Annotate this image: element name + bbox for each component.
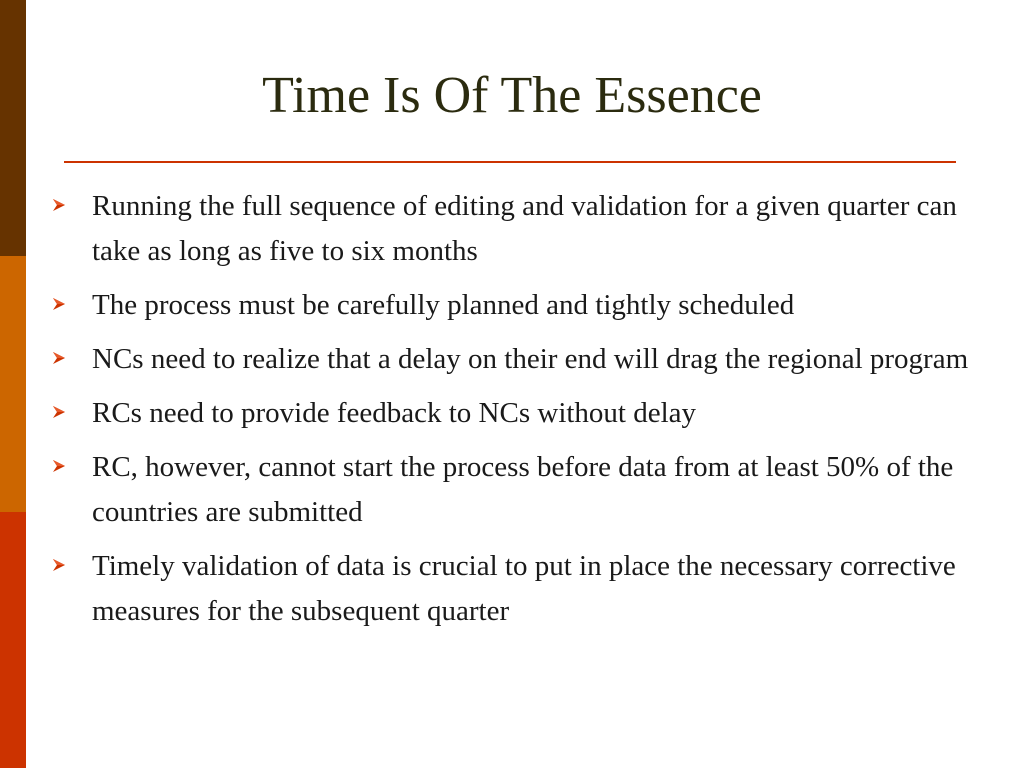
sidebar-accent-bottom — [0, 512, 26, 768]
red-arrow-bullet-icon — [52, 297, 66, 311]
bullet-text: RC, however, cannot start the process before data from at least 50% of the countries are submitted — [92, 451, 954, 528]
red-arrow-bullet-icon — [52, 558, 66, 572]
list-item — [52, 337, 1002, 382]
sidebar-accent-top — [0, 0, 26, 256]
bullet-text: NCs need to realize that a delay on their end will drag the regional program — [92, 343, 969, 375]
list-item — [52, 184, 1002, 274]
list-item — [52, 544, 1002, 634]
bullet-text: The process must be carefully planned and tightly scheduled — [92, 289, 795, 321]
red-arrow-bullet-icon — [52, 198, 66, 212]
red-arrow-bullet-icon — [52, 459, 66, 473]
list-item — [52, 445, 1002, 535]
red-arrow-bullet-icon — [52, 351, 66, 365]
bullet-text: Timely validation of data is crucial to put in place the necessary corrective measures for the subsequent quarter — [92, 550, 956, 627]
bullet-text: Running the full sequence of editing and validation for a given quarter can take as long as five to six months — [92, 190, 957, 267]
red-arrow-bullet-icon — [52, 405, 66, 419]
bullet-text: RCs need to provide feedback to NCs without delay — [92, 397, 697, 429]
slide-title: Time Is Of The Essence — [262, 67, 762, 124]
sidebar-accent-middle — [0, 256, 26, 512]
list-item — [52, 283, 1002, 328]
title-divider — [64, 161, 956, 163]
list-item — [52, 391, 1002, 436]
bullet-list — [52, 184, 1002, 643]
